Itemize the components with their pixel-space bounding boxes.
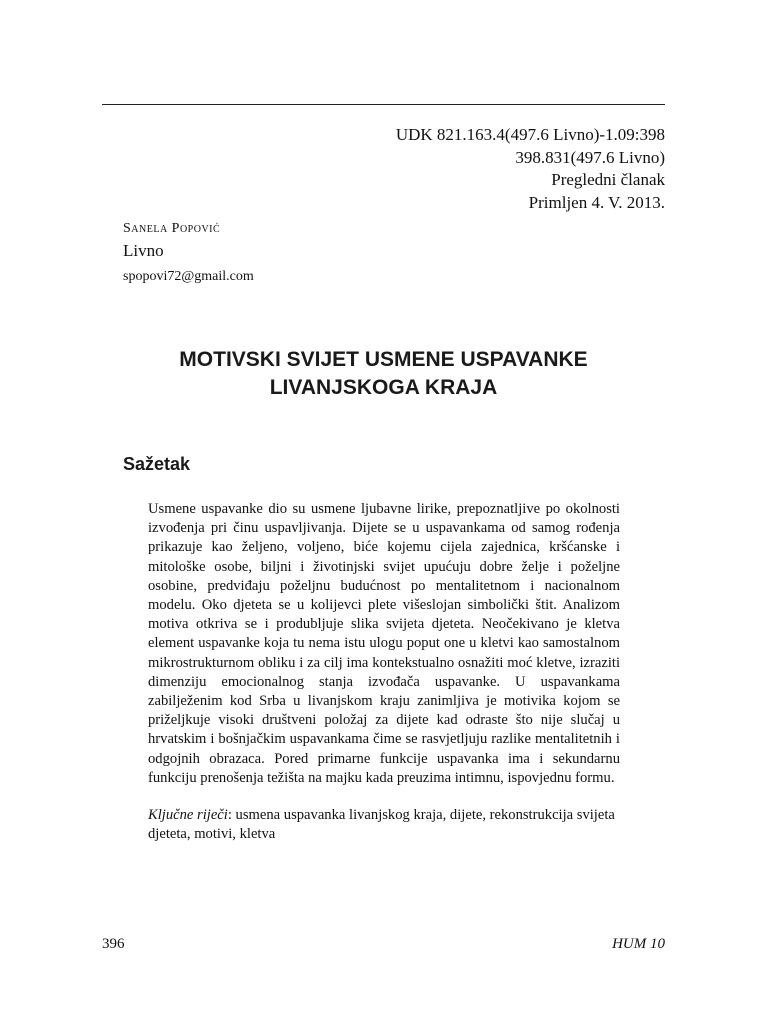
page-number: 396: [102, 936, 125, 952]
udk-classification: UDK 821.163.4(497.6 Livno)-1.09:398: [395, 125, 665, 144]
article-type: Pregledni članak: [551, 170, 665, 189]
title-line-2: LIVANJSKOGA KRAJA: [269, 376, 498, 399]
author-place: Livno: [123, 241, 164, 260]
article-title: [102, 346, 665, 402]
keywords-separator: :: [227, 807, 236, 823]
udk-classification-secondary: 398.831(497.6 Livno): [515, 147, 665, 167]
journal-name: HUM 10: [612, 936, 665, 952]
header-rule: [102, 104, 665, 105]
author-name: Sanela Popović: [123, 221, 221, 236]
author-email: spopovi72@gmail.com: [123, 269, 254, 284]
keywords-paragraph: [148, 806, 620, 844]
keywords-label: Ključne riječi: [148, 807, 228, 823]
author-block: [123, 219, 254, 287]
article-metadata: [396, 124, 665, 214]
abstract-heading: Sažetak: [123, 454, 191, 474]
abstract-text: Usmene uspavanke dio su usmene ljubavne lirike, prepoznatljive po okolnosti izvođenja pri činu uspavljivanja. Dijete se u uspavankama od samog rođenja prikazuje kao željeno, voljeno, biće kojemu cijela zajednica, kršćanske i mitološke osobe, biljni i životinjski svijet upućuju dobre želje i poželjne osobine, predviđaju poželjnu budućnost po mentalitetnom i nacionalnom modelu. Oko djeteta se u kolijevci plete višeslojan simbolički štit. Analizom motiva otkriva se i produbljuje slika svijeta djeteta. Neočekivano je kletva element uspavanke koja tu nema istu ulogu poput one u kletvi kao samostalnom mikrostrukturnom obliku i za cilj ima kontekstualno osnažiti moć kletve, izraziti dimenziju emocionalnog stanja izvođača uspavanke. U uspavankama zabilježenim kod Srba u livanjskom kraju zanimljiva je motivika kojom se priželjkuje visoki društveni položaj za dijete kad odraste što nije slučaj u hrvatskim i bošnjačkim uspavankama čime se rasvjetljuju razlike mentalitetnih i odgojnih obrazaca. Pored primarne funkcije uspavanka ima i sekundarnu funkciju prenošenja težišta na majku kada preuzima intimnu, ispovjednu formu.: [148, 501, 620, 786]
received-date: Primljen 4. V. 2013.: [528, 192, 665, 212]
title-line-1: MOTIVSKI SVIJET USMENE USPAVANKE: [179, 348, 588, 371]
keywords-text: usmena uspavanka livanjskog kraja, dijete, rekonstrukcija svijeta djeteta, motivi, kletva: [148, 807, 615, 843]
